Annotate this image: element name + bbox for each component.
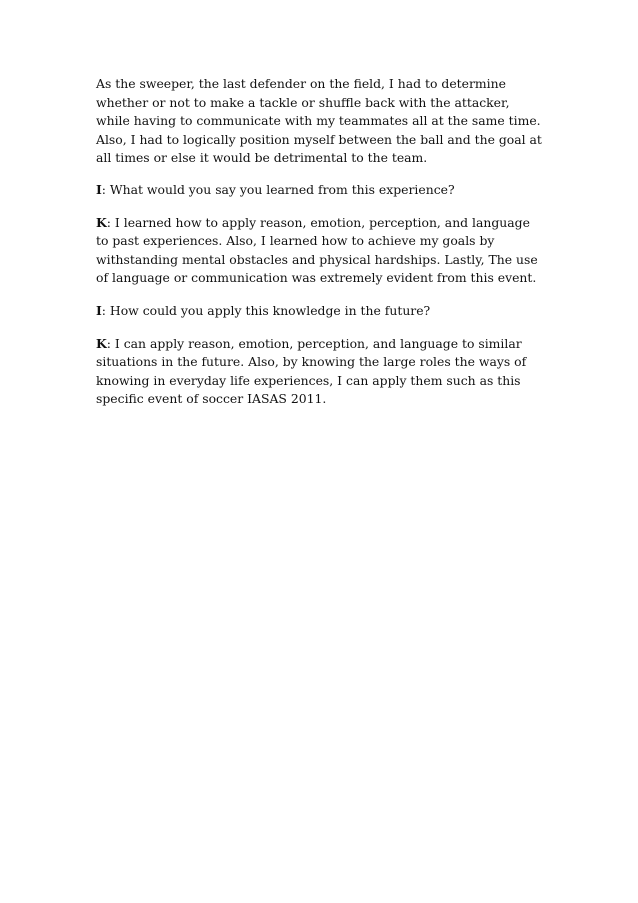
speaker-label: K — [96, 335, 107, 351]
interviewer-question-1 — [96, 181, 546, 200]
document-body — [96, 75, 546, 423]
question-text: : How could you apply this knowledge in the future? — [101, 302, 431, 318]
speaker-label: K — [96, 214, 107, 230]
speaker-label: I — [96, 302, 102, 318]
question-text: : What would you say you learned from this experience? — [101, 181, 455, 197]
respondent-answer-2 — [96, 335, 546, 409]
interviewer-question-2 — [96, 302, 546, 321]
answer-text: : I learned how to apply reason, emotion, perception, and language to past experiences. Also, I learned how to achieve my goals by withstanding mental obstacles and physical hardships. Lastly, The use of language or communication was extremely evident from this event. — [96, 214, 538, 286]
speaker-label: I — [96, 181, 102, 197]
answer-text: : I can apply reason, emotion, perception, and language to similar situations in the future. Also, by knowing the large roles the ways of knowing in everyday life experiences, I can apply them such as this specific event of soccer IASAS 2011. — [96, 335, 527, 407]
intro-paragraph: As the sweeper, the last defender on the field, I had to determine whether or not to make a tackle or shuffle back with the attacker, while having to communicate with my teammates all at the same time. Also, I had to logically position myself between the ball and the goal at all times or else it would be detrimental to the team. — [96, 76, 542, 166]
respondent-answer-1 — [96, 214, 546, 288]
